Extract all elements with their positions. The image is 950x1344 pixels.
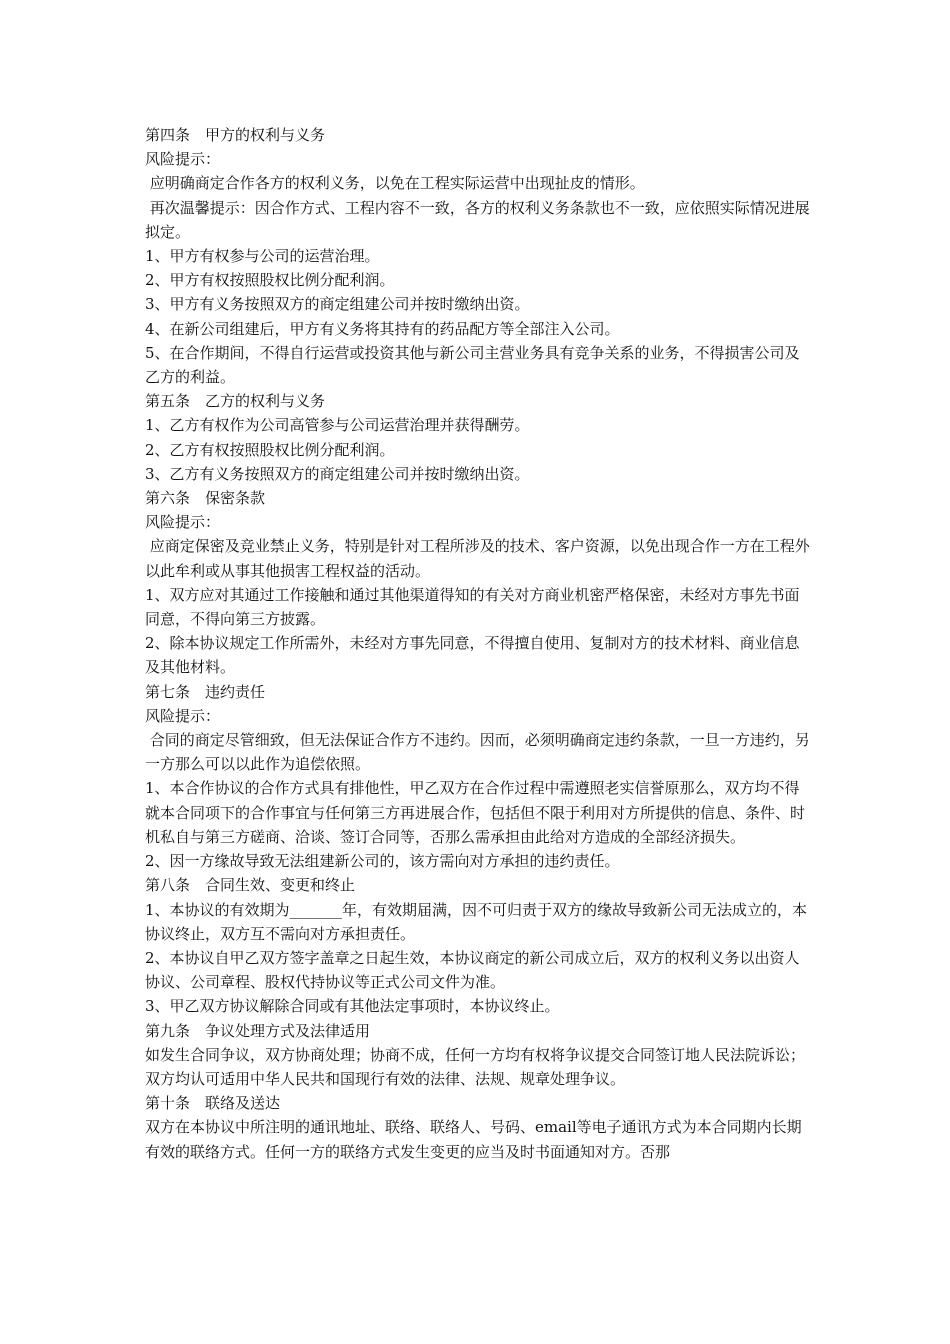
clause-item: 2、甲方有权按照股权比例分配利润。	[145, 271, 395, 290]
clause-paragraph: 如发生合同争议，双方协商处理；协商不成，任何一方均有权将争议提交合同签订地人民法院诉讼；双方均认可适用中华人民共和国现行有效的法律、法规、规章处理争议。	[145, 1045, 806, 1088]
risk-note-text: 合同的商定尽管细致，但无法保证合作方不违约。因而，必须明确商定违约条款，一旦一方违约，另一方那么可以以此作为追偿依照。	[145, 731, 810, 774]
clause-item: 2、因一方缘故导致无法组建新公司的，该方需向对方承担的违约责任。	[145, 852, 620, 871]
clause-item: 5、在合作期间，不得自行运营或投资其他与新公司主营业务具有竞争关系的业务，不得损害公司及乙方的利益。	[145, 343, 800, 387]
risk-note-text: 应明确商定合作各方的权利义务，以免在工程实际运营中出现扯皮的情形。	[145, 174, 645, 193]
risk-note-label: 风险提示：	[145, 513, 221, 532]
risk-note-label: 风险提示：	[145, 706, 221, 725]
article-4-heading: 第四条 甲方的权利与义务	[145, 126, 326, 144]
risk-note-text: 应商定保密及竞业禁止义务，特别是针对工程所涉及的技术、客户资源，以免出现合作一方在工程外以此牟利或从事其他损害工程权益的活动。	[145, 537, 810, 580]
clause-item: 2、除本协议规定工作所需外，未经对方事先同意，不得擅自使用、复制对方的技术材料、商业信息及其他材料。	[145, 634, 800, 677]
risk-note-label: 风险提示：	[145, 150, 221, 169]
article-5-heading: 第五条 乙方的权利与义务	[145, 392, 326, 411]
clause-item: 1、乙方有权作为公司高管参与公司运营治理并获得酬劳。	[145, 416, 530, 435]
clause-item: 3、甲方有义务按照双方的商定组建公司并按时缴纳出资。	[145, 295, 530, 314]
article-7-heading: 第七条 违约责任	[145, 682, 266, 701]
clause-paragraph: 双方在本协议中所注明的通讯地址、联络、联络人、号码、email等电子通讯方式为本合同期内长期有效的联络方式。任何一方的联络方式发生变更的应当及时书面通知对方。否那	[145, 1118, 802, 1161]
clause-item: 2、本协议自甲乙双方签字盖章之日起生效，本协议商定的新公司成立后，双方的权利义务以出资人协议、公司章程、股权代持协议等正式公司文件为准。	[145, 948, 800, 992]
clause-item: 1、本合作协议的合作方式具有排他性，甲乙双方在合作过程中需遵照老实信誉原那么，双方均不得就本合同项下的合作事宜与任何第三方再进展合作，包括但不限于利用对方所提供的信息、条件、时机私自与第三方磋商、洽谈、签订合同等，否那么需承担由此给对方造成的全部经济损失。	[145, 779, 806, 846]
clause-item: 3、乙方有义务按照双方的商定组建公司并按时缴纳出资。	[145, 464, 530, 483]
article-6-heading: 第六条 保密条款	[145, 489, 266, 508]
clause-item: 1、双方应对其通过工作接触和通过其他渠道得知的有关对方商业机密严格保密，未经对方事先书面同意，不得向第三方披露。	[145, 585, 800, 629]
document-page	[145, 123, 810, 1164]
article-8-heading: 第八条 合同生效、变更和终止	[145, 876, 356, 895]
clause-item: 3、甲乙双方协议解除合同或有其他法定事项时，本协议终止。	[145, 997, 560, 1016]
reminder-text: 再次温馨提示：因合作方式、工程内容不一致，各方的权利义务条款也不一致，应依照实际情况进展拟定。	[145, 198, 810, 241]
clause-item: 2、乙方有权按照股权比例分配利润。	[145, 440, 395, 459]
article-9-heading: 第九条 争议处理方式及法律适用	[145, 1021, 371, 1040]
clause-item: 1、本协议的有效期为_______年，有效期届满，因不可归责于双方的缘故导致新公司无法成立的，本协议终止，双方互不需向对方承担责任。	[145, 900, 808, 943]
article-10-heading: 第十条 联络及送达	[145, 1094, 281, 1113]
clause-item: 1、甲方有权参与公司的运营治理。	[145, 247, 380, 266]
clause-item: 4、在新公司组建后，甲方有义务将其持有的药品配方等全部注入公司。	[145, 319, 620, 338]
